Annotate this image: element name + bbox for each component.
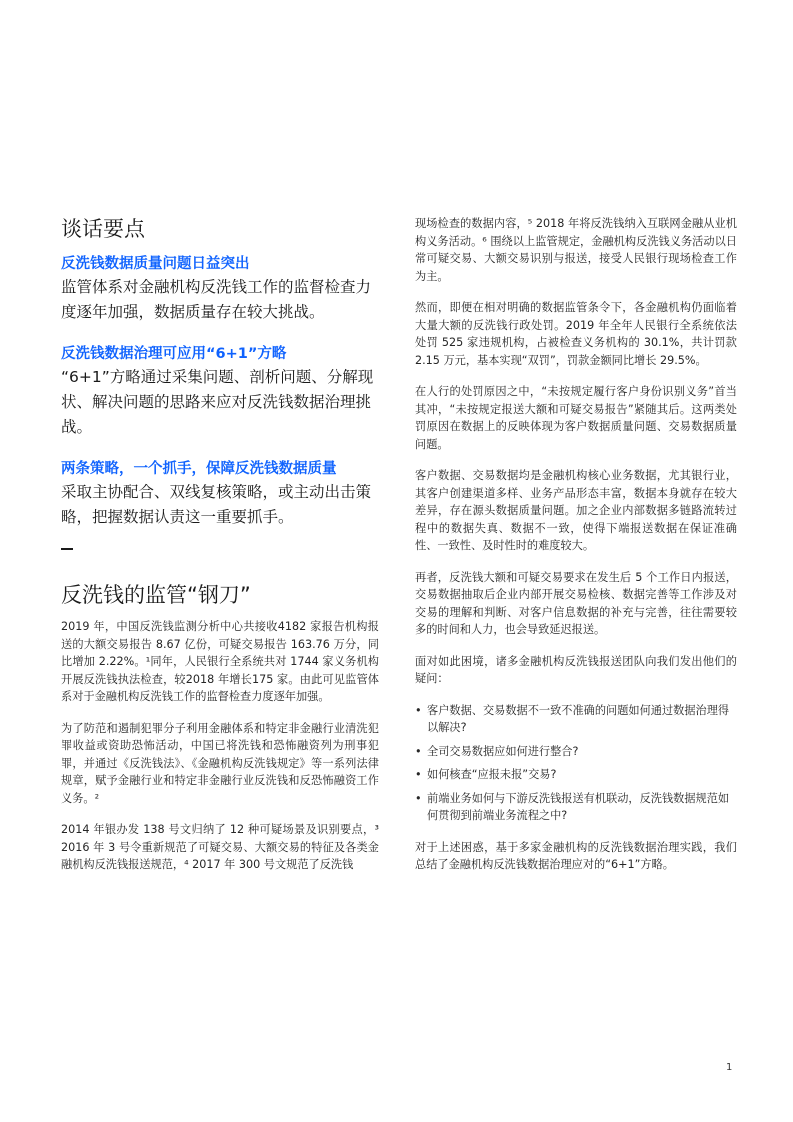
paragraph: 然而，即便在相对明确的数据监管条令下，各金融机构仍面临着大量大额的反洗钱行政处罚。2019 年全年人民银行全系统依法处罚 525 家违规机构，占被检查义务机构的 30.1%，共计罚款2.15 万元，基本实现“双罚”，罚款金额同比增长 29.5%。 (415, 301, 737, 367)
left-column (61, 214, 379, 888)
paragraph: 为了防范和遏制犯罪分子利用金融体系和特定非金融行业清洗犯罪收益或资助恐怖活动，中国已将洗钱和恐怖融资列为刑事犯罪，并通过《反洗钱法》、《金融机构反洗钱规定》等一系列法律规章，赋予金融行业和特定非金融行业反洗钱和反恐怖融资工作义务。² (61, 721, 379, 805)
section-divider (61, 548, 73, 550)
closing-paragraph: 对于上述困惑，基于多家金融机构的反洗钱数据治理实践，我们总结了金融机构反洗钱数据治理应对的“6+1”方略。 (415, 840, 737, 871)
key-point-body: 监管体系对金融机构反洗钱工作的监督检查力度逐年加强，数据质量存在较大挑战。 (61, 278, 372, 321)
paragraph: 2014 年银办发 138 号文归纳了 12 种可疑场景及识别要点，³ 2016 年 3 号令重新规范了可疑交易、大额交易的特征及各类金融机构反洗钱报送规范，⁴ 2017 年 300 号文规范了反洗钱 (61, 823, 379, 871)
section-title: 反洗钱的监管“钢刀” (61, 583, 251, 607)
key-point-1 (61, 253, 379, 325)
key-point-body: 采取主协配合、双线复核策略，或主动出击策略，把握数据认责这一重要抓手。 (61, 483, 372, 526)
talking-points-heading: 谈话要点 (61, 217, 145, 241)
key-point-title: 反洗钱数据治理可应用“6+1”方略 (61, 346, 287, 362)
list-item: • 全司交易数据应如何进行整合? (415, 743, 737, 761)
list-item: • 如何核查“应报未报”交易? (415, 766, 737, 784)
list-item: • 客户数据、交易数据不一致不准确的问题如何通过数据治理得以解决? (415, 702, 737, 737)
list-item: • 前端业务如何与下游反洗钱报送有机联动，反洗钱数据规范如何贯彻到前端业务流程之中? (415, 790, 737, 825)
key-point-3 (61, 458, 379, 530)
paragraph: 在人行的处罚原因之中，“未按规定履行客户身份识别义务”首当其冲，“未按规定报送大额和可疑交易报告”紧随其后。这两类处罚原因在数据上的反映体现为客户数据质量问题、交易数据质量问题。 (415, 385, 737, 451)
key-point-body: “6+1”方略通过采集问题、剖析问题、分解现状、解决问题的思路来应对反洗钱数据治理挑战。 (61, 368, 374, 436)
key-point-title: 反洗钱数据质量问题日益突出 (61, 256, 250, 272)
key-point-2 (61, 343, 379, 440)
key-point-title: 两条策略，一个抓手，保障反洗钱数据质量 (61, 461, 337, 477)
right-column (415, 215, 737, 888)
paragraph: 客户数据、交易数据均是金融机构核心业务数据，尤其银行业，其客户创建渠道多样、业务产品形态丰富，数据本身就存在较大差异，存在源头数据质量问题。加之企业内部数据多链路流转过程中的数据失真、数据不一致，使得下端报送数据在保证准确性、一致性、及时性时的难度较大。 (415, 469, 737, 552)
paragraph: 现场检查的数据内容，⁵ 2018 年将反洗钱纳入互联网金融从业机构义务活动。⁶ 围绕以上监管规定，金融机构反洗钱义务活动以日常可疑交易、大额交易识别与报送，接受人民银行现场检查工作为主。 (415, 217, 737, 283)
paragraph: 面对如此困境，诸多金融机构反洗钱报送团队向我们发出他们的疑问： (415, 654, 737, 685)
paragraph: 再者，反洗钱大额和可疑交易要求在发生后 5 个工作日内报送，交易数据抽取后企业内部开展交易检核、数据完善等工作涉及对交易的理解和判断、对客户信息数据的补充与完善，往往需要较多的时间和人力，也会导致延迟报送。 (415, 570, 737, 636)
question-list (415, 702, 737, 825)
page-number: 1 (726, 1062, 733, 1073)
paragraph: 2019 年，中国反洗钱监测分析中心共接收4182 家报告机构报送的大额交易报告 8.67 亿份，可疑交易报告 163.76 万分，同比增加 2.22%。¹同年，人民银行全系统共对 1744 家义务机构开展反洗钱执法检查，较2018 年增长175 家。由此可见监管体系对于金融机构反洗钱工作的监督检查力度逐年加强。 (61, 620, 379, 703)
